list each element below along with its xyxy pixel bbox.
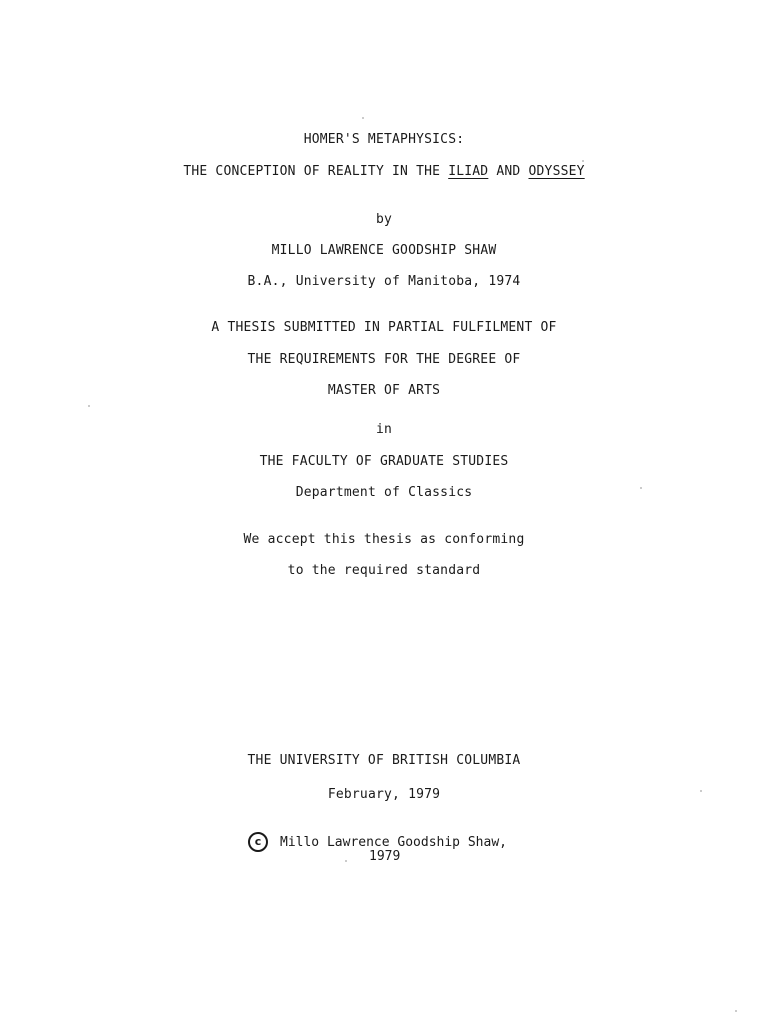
title-line-1: HOMER'S METAPHYSICS: (303, 132, 465, 147)
submission-date: February, 1979 (327, 787, 441, 802)
scan-speck (345, 860, 347, 862)
title-line-2-prefix: THE CONCEPTION OF REALITY IN THE (183, 164, 449, 179)
scan-speck (362, 117, 364, 119)
department-name: Department of Classics (295, 485, 473, 500)
title-iliad: ILIAD (448, 164, 489, 179)
author-name: MILLO LAWRENCE GOODSHIP SHAW (271, 243, 497, 258)
in-label: in (375, 422, 393, 437)
scan-speck (640, 487, 642, 489)
copyright-icon: c (248, 832, 268, 852)
degree-name: MASTER OF ARTS (327, 383, 441, 398)
title-odyssey: ODYSSEY (528, 164, 585, 179)
acceptance-line-1: We accept this thesis as conforming (243, 532, 525, 547)
scan-speck (88, 405, 90, 407)
university-name: THE UNIVERSITY OF BRITISH COLUMBIA (247, 753, 521, 768)
copyright-holder: Millo Lawrence Goodship Shaw, (280, 834, 507, 850)
scan-speck (582, 160, 584, 162)
faculty-name: THE FACULTY OF GRADUATE STUDIES (259, 454, 509, 469)
title-line-2 (0, 164, 768, 179)
submission-line-1: A THESIS SUBMITTED IN PARTIAL FULFILMENT OF (211, 320, 557, 335)
scan-speck (700, 790, 702, 792)
copyright-year: 1979 (369, 849, 401, 864)
submission-line-2: THE REQUIREMENTS FOR THE DEGREE OF (247, 352, 521, 367)
by-label: by (375, 212, 393, 227)
title-and: AND (488, 164, 529, 179)
prior-degree: B.A., University of Manitoba, 1974 (247, 274, 521, 289)
acceptance-line-2: to the required standard (287, 563, 481, 578)
scan-speck (735, 1010, 737, 1012)
